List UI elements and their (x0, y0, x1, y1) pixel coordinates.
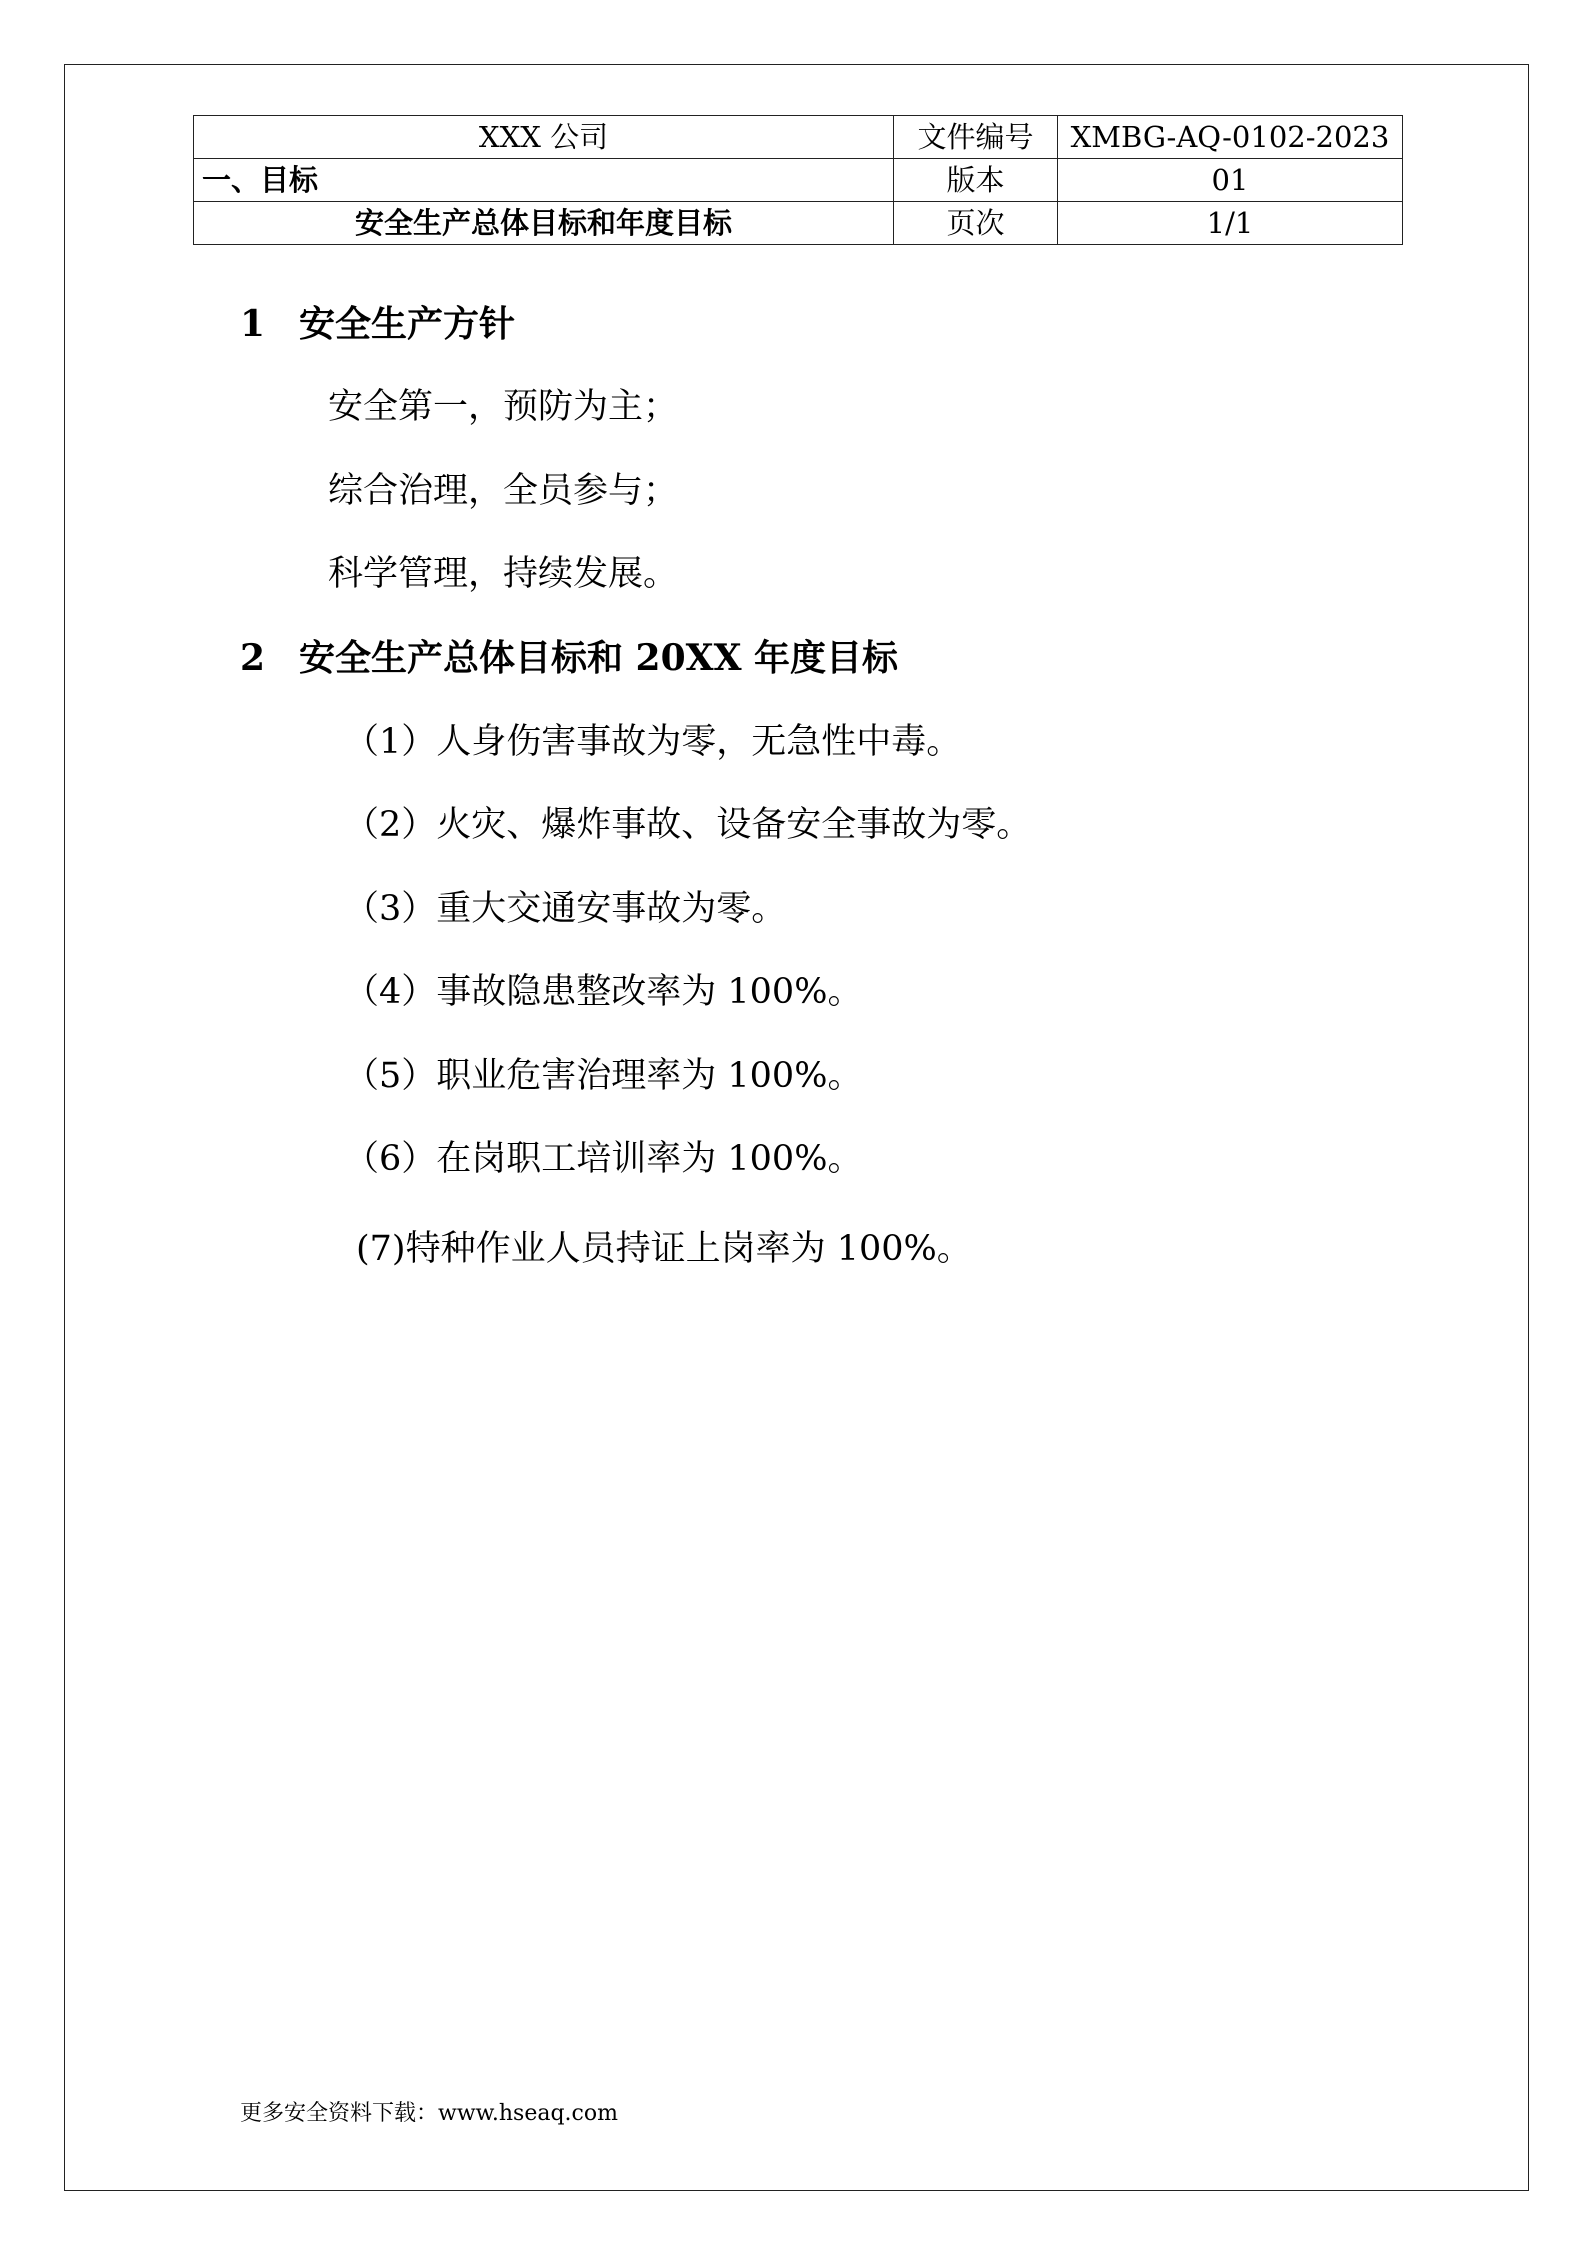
target-item-7: (7)特种作业人员持证上岗率为 100%。 (356, 1229, 972, 1269)
doc-no-label: 文件编号 (894, 116, 1058, 159)
footer-download-link[interactable]: 更多安全资料下载：www.hseaq.com (240, 2101, 618, 2126)
policy-line-3: 科学管理，持续发展。 (328, 554, 679, 594)
target-item-5: （5）职业危害治理率为 100%。 (344, 1056, 863, 1096)
doc-no-value: XMBG-AQ-0102-2023 (1058, 116, 1403, 159)
page-border (64, 64, 1529, 2191)
page-label: 页次 (894, 202, 1058, 245)
document-header-table (193, 115, 1403, 245)
target-item-2: （2）火灾、爆炸事故、设备安全事故为零。 (344, 805, 1032, 845)
version-value: 01 (1058, 159, 1403, 202)
version-label: 版本 (894, 159, 1058, 202)
section-1-heading (240, 296, 515, 347)
section-1-number: 1 (240, 303, 266, 345)
section-1-title: 安全生产方针 (299, 303, 516, 345)
section-label: 一、目标 (194, 159, 894, 202)
section-2-number: 2 (240, 637, 266, 679)
policy-line-1: 安全第一，预防为主； (328, 387, 679, 427)
header-row-1 (194, 116, 1403, 159)
page-value: 1/1 (1058, 202, 1403, 245)
target-item-4: （4）事故隐患整改率为 100%。 (344, 972, 863, 1012)
target-item-6: （6）在岗职工培训率为 100%。 (344, 1139, 863, 1179)
target-item-3: （3）重大交通安事故为零。 (344, 889, 787, 929)
section-2-heading (240, 630, 898, 681)
policy-line-2: 综合治理，全员参与； (328, 471, 679, 511)
header-row-3 (194, 202, 1403, 245)
section-2-title: 安全生产总体目标和 20XX 年度目标 (299, 637, 899, 679)
doc-title: 安全生产总体目标和年度目标 (194, 202, 894, 245)
target-item-1: （1）人身伤害事故为零，无急性中毒。 (344, 722, 962, 762)
company-name: XXX 公司 (194, 116, 894, 159)
header-row-2 (194, 159, 1403, 202)
